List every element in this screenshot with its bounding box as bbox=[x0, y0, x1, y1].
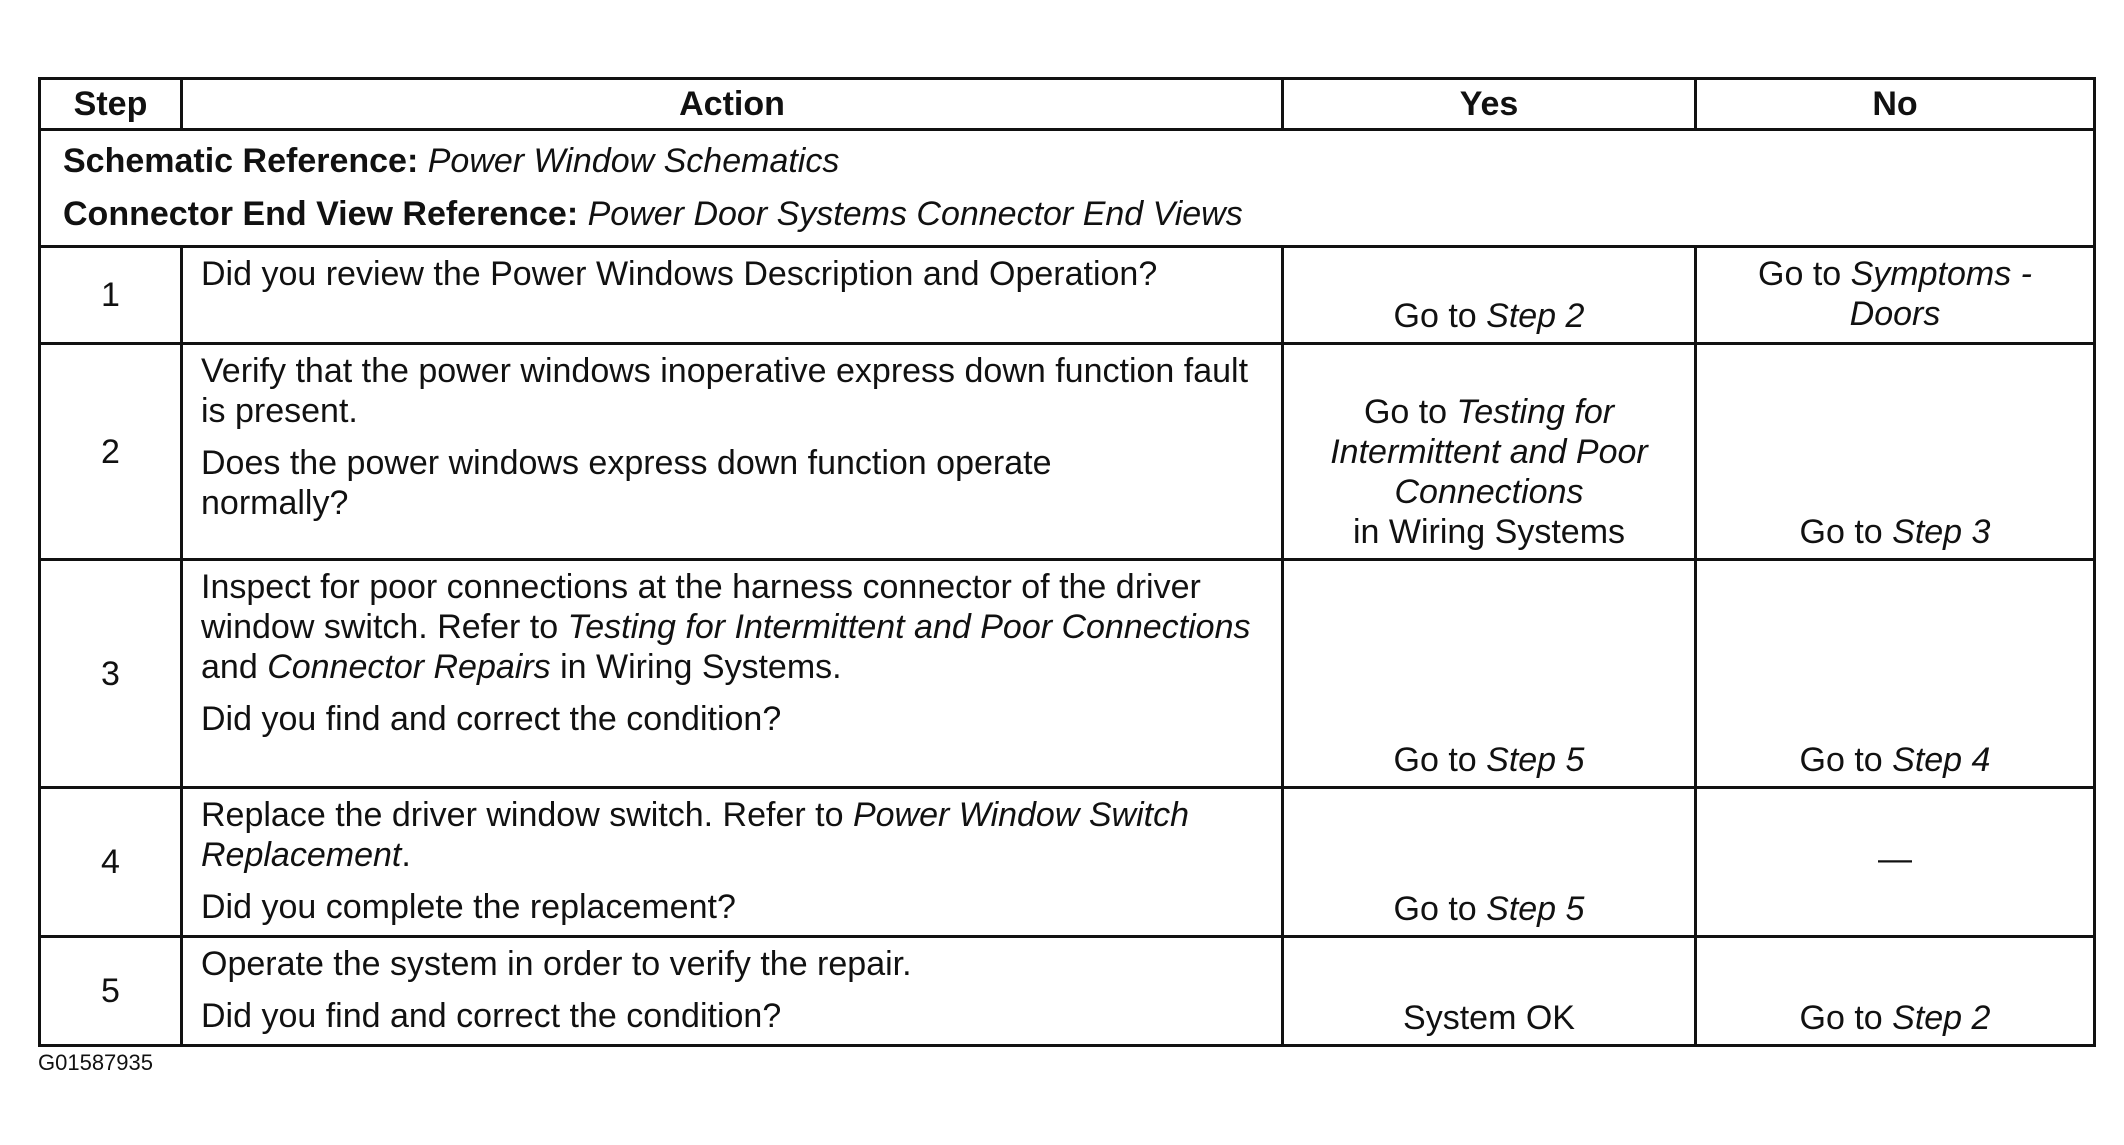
yes-link[interactable]: Step 5 bbox=[1486, 890, 1585, 928]
connector-reference-label: Connector End View Reference: bbox=[63, 195, 579, 233]
yes-link[interactable]: Step 5 bbox=[1486, 741, 1585, 779]
action-text: Operate the system in order to verify the repair. bbox=[201, 945, 912, 983]
yes-prefix: Go to bbox=[1393, 741, 1487, 779]
no-prefix: Go to bbox=[1758, 255, 1851, 293]
schematic-reference-link[interactable]: Power Window Schematics bbox=[427, 142, 840, 180]
yes-cell bbox=[1283, 344, 1696, 560]
action-text bbox=[201, 795, 1263, 875]
yes-prefix: Go to bbox=[1393, 890, 1487, 928]
no-prefix: Go to bbox=[1799, 513, 1893, 551]
yes-cell bbox=[1283, 247, 1696, 344]
action-text bbox=[201, 567, 1263, 687]
action-text-part: Inspect for poor connections at the harness connector of the driver window switch. Refer to bbox=[201, 568, 1201, 646]
step-number: 2 bbox=[40, 344, 182, 560]
no-cell bbox=[1696, 937, 2095, 1046]
no-cell bbox=[1696, 344, 2095, 560]
action-text-part: in Wiring Systems. bbox=[550, 648, 842, 686]
step-number: 3 bbox=[40, 560, 182, 788]
no-link[interactable]: Step 4 bbox=[1892, 741, 1991, 779]
action-cell bbox=[182, 560, 1283, 788]
action-cell bbox=[182, 937, 1283, 1046]
action-question: Did you find and correct the condition? bbox=[201, 700, 782, 738]
table-row-step-2 bbox=[40, 344, 2095, 560]
schematic-reference bbox=[63, 135, 2071, 188]
action-text: Did you review the Power Windows Description and Operation? bbox=[201, 255, 1158, 293]
table-row-step-4 bbox=[40, 788, 2095, 937]
yes-cell bbox=[1283, 788, 1696, 937]
action-question: Did you find and correct the condition? bbox=[201, 997, 782, 1035]
table-row-step-5 bbox=[40, 937, 2095, 1046]
yes-prefix: Go to bbox=[1393, 297, 1487, 335]
yes-cell bbox=[1283, 937, 1696, 1046]
step-number: 4 bbox=[40, 788, 182, 937]
reference-cell bbox=[40, 130, 2095, 247]
action-text-part: and bbox=[201, 648, 268, 686]
no-cell bbox=[1696, 247, 2095, 344]
action-cell bbox=[182, 247, 1283, 344]
yes-text: System OK bbox=[1403, 999, 1575, 1037]
table-row-step-1 bbox=[40, 247, 2095, 344]
no-cell bbox=[1696, 560, 2095, 788]
no-prefix: Go to bbox=[1799, 999, 1893, 1037]
action-cell bbox=[182, 344, 1283, 560]
table-row-step-3 bbox=[40, 560, 2095, 788]
no-cell bbox=[1696, 788, 2095, 937]
yes-cell bbox=[1283, 560, 1696, 788]
step-number: 1 bbox=[40, 247, 182, 344]
no-link[interactable]: Step 2 bbox=[1892, 999, 1991, 1037]
yes-link[interactable]: Step 2 bbox=[1486, 297, 1585, 335]
header-row bbox=[40, 79, 2095, 130]
yes-link[interactable]: Testing for Intermittent and Poor Connections bbox=[1330, 393, 1648, 511]
action-link-connector-repairs[interactable]: Connector Repairs bbox=[267, 648, 551, 686]
header-no: No bbox=[1696, 79, 2095, 130]
header-action: Action bbox=[182, 79, 1283, 130]
action-link-testing[interactable]: Testing for Intermittent and Poor Connections bbox=[567, 608, 1251, 646]
no-link[interactable]: Step 3 bbox=[1892, 513, 1991, 551]
diagnostic-table bbox=[38, 77, 2096, 1047]
action-text-part: Replace the driver window switch. Refer to bbox=[201, 796, 853, 834]
action-question: Did you complete the replacement? bbox=[201, 888, 736, 926]
yes-prefix: Go to bbox=[1363, 393, 1457, 431]
action-question: Does the power windows express down function operate normally? bbox=[201, 444, 1052, 522]
step-number: 5 bbox=[40, 937, 182, 1046]
action-text-part: . bbox=[401, 836, 411, 874]
connector-reference-link[interactable]: Power Door Systems Connector End Views bbox=[587, 195, 1243, 233]
header-yes: Yes bbox=[1283, 79, 1696, 130]
schematic-reference-label: Schematic Reference: bbox=[63, 142, 419, 180]
action-cell bbox=[182, 788, 1283, 937]
connector-reference bbox=[63, 188, 2071, 241]
no-prefix: Go to bbox=[1799, 741, 1893, 779]
header-step: Step bbox=[40, 79, 182, 130]
yes-suffix: in Wiring Systems bbox=[1352, 513, 1626, 551]
reference-row bbox=[40, 130, 2095, 247]
figure-id: G01587935 bbox=[38, 1050, 153, 1075]
action-text: Verify that the power windows inoperative express down function fault is present. bbox=[201, 352, 1249, 430]
no-dash: — bbox=[1878, 840, 1912, 878]
action-link-switch-replacement[interactable]: Power Window Switch Replacement bbox=[201, 796, 1189, 874]
no-link[interactable]: Symptoms - Doors bbox=[1849, 255, 2032, 333]
